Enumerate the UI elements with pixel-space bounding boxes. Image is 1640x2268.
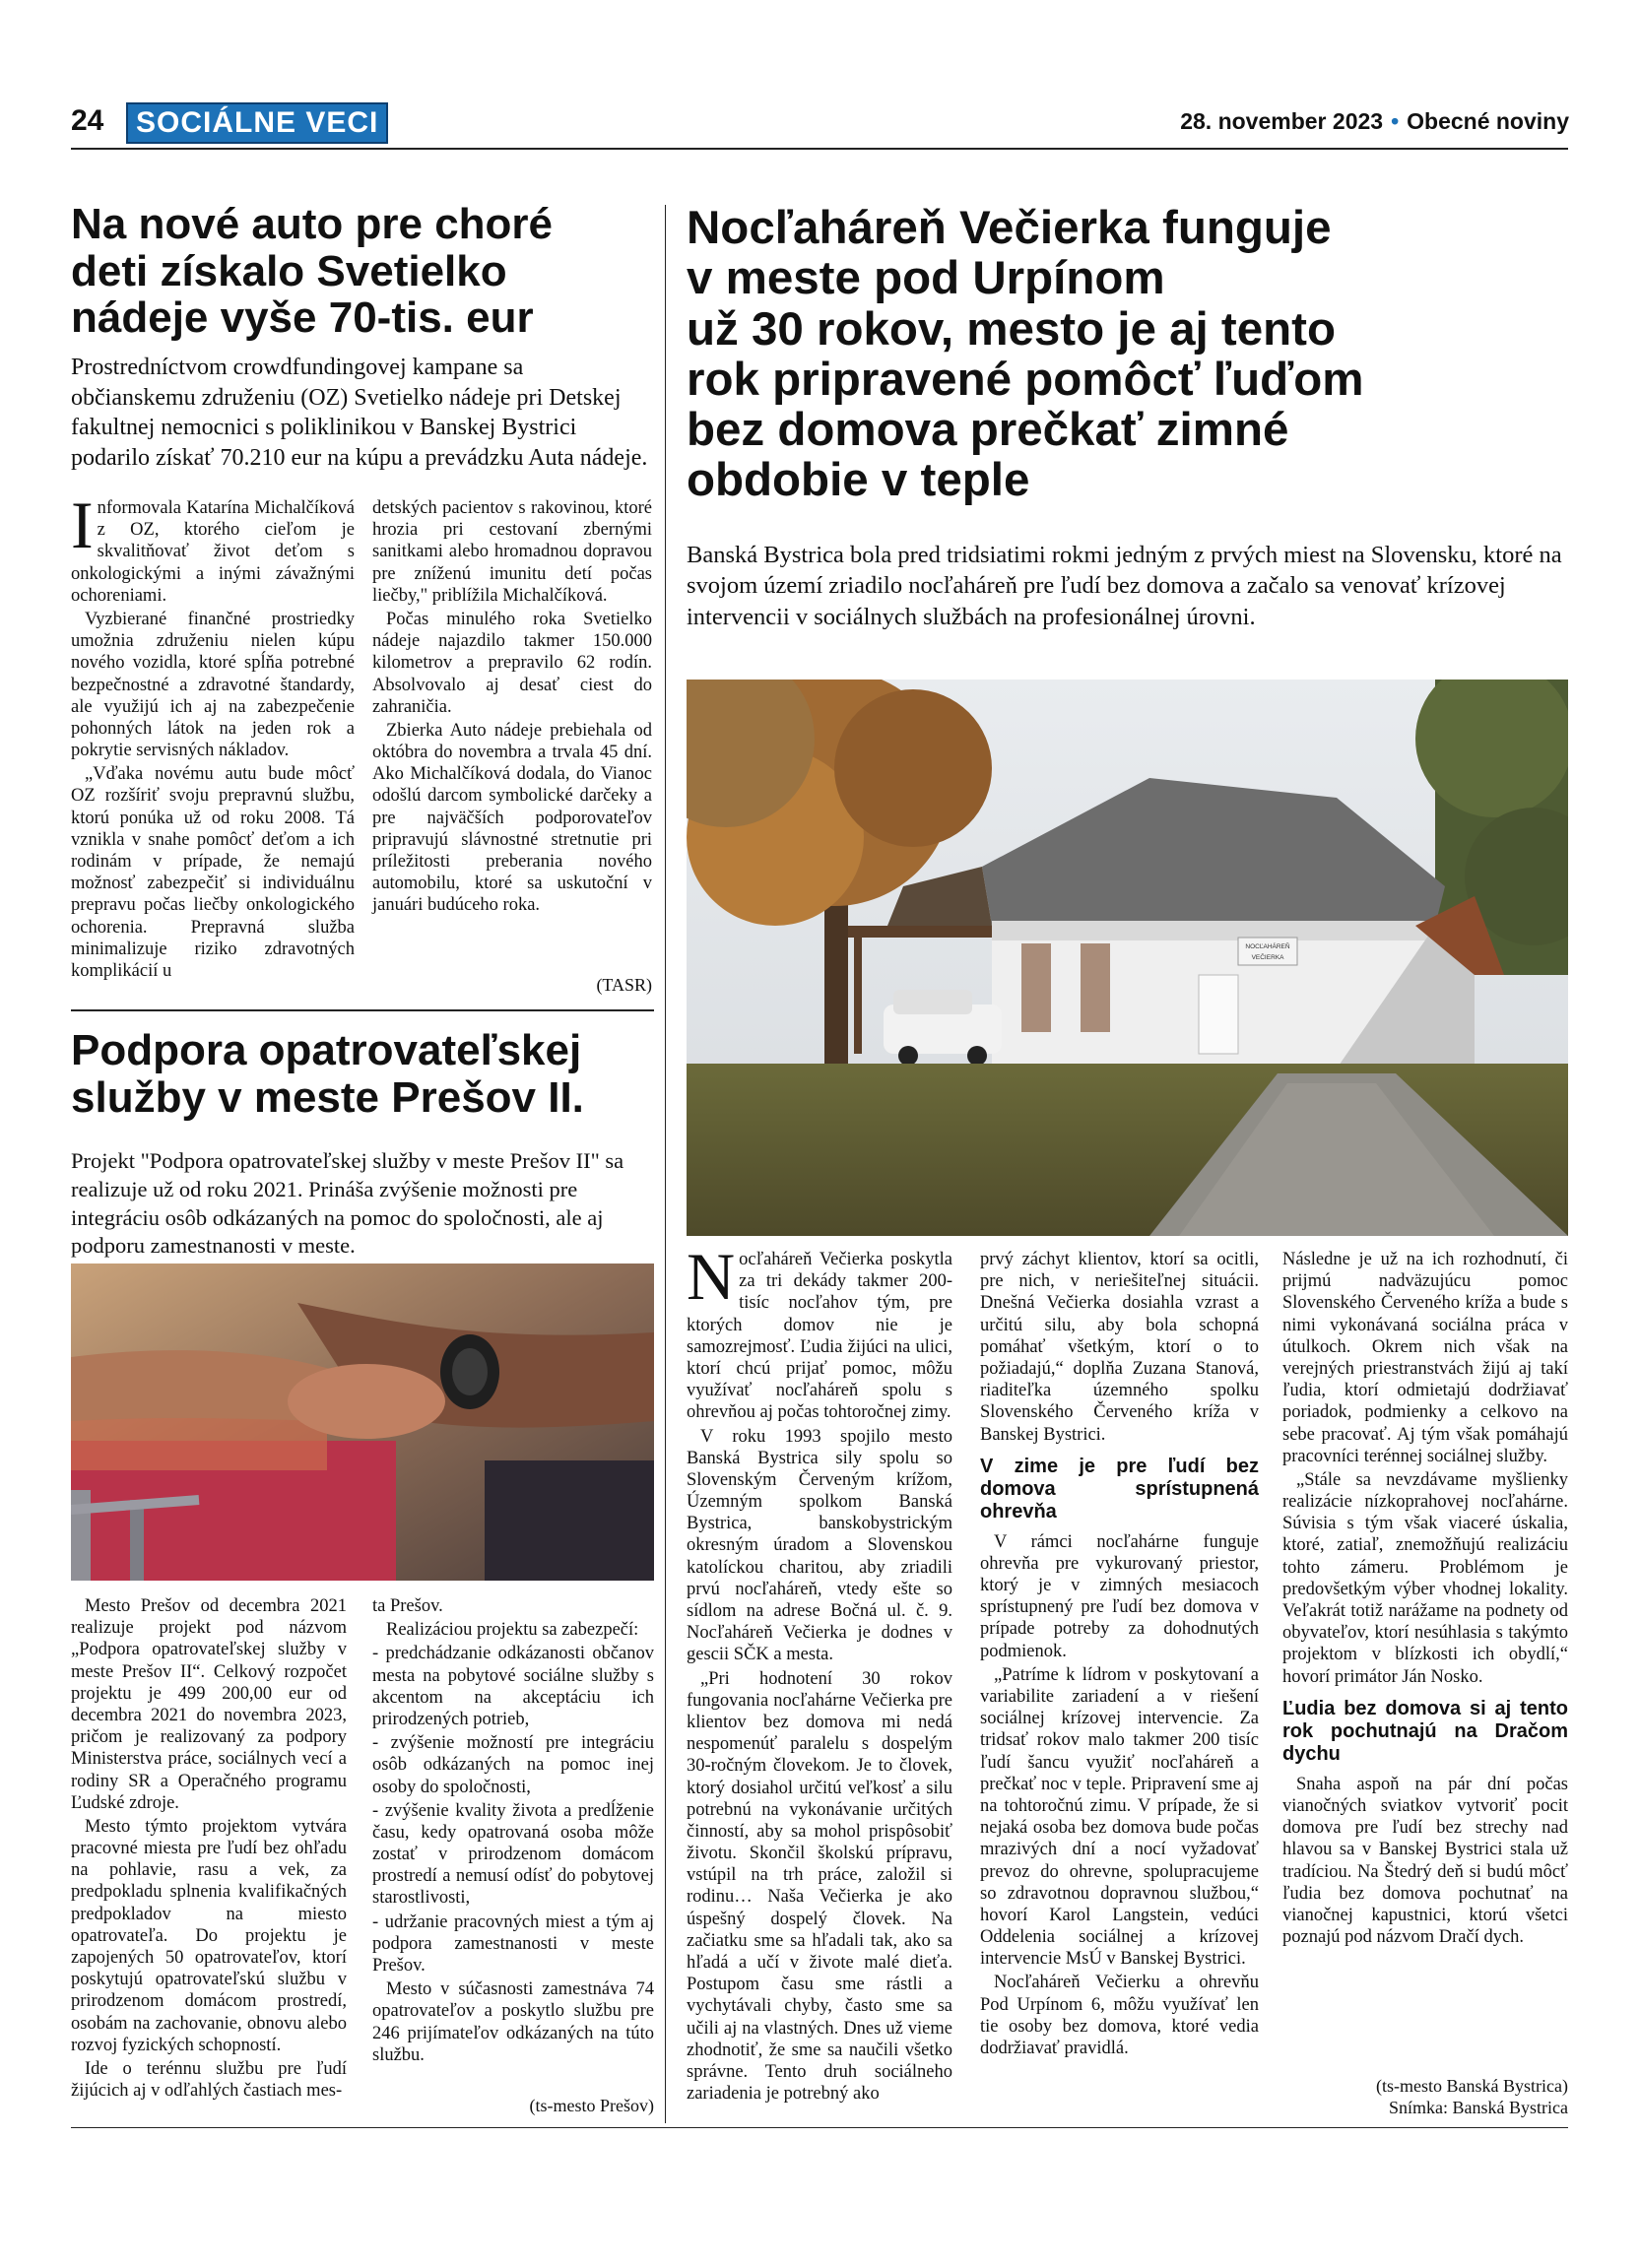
article1-lead: Prostredníctvom crowdfundingovej kampane sa občianskemu združeniu (OZ) Svetielko nádeje pri Detskej fakultnej nemocnici s poliklinikou v Banskej Bystrici podarilo získať 70.210 eur na kúpu a prevádzku Auta nádeje. bbox=[71, 355, 648, 472]
photo-credit: Snímka: Banská Bystrica bbox=[1389, 2098, 1568, 2117]
article1-col2: detských pacientov s rakovinou, ktoré hrozia pri cestovaní zbernými sanitkami alebo hromadnou dopravou pre zníženú imunitu detí počas liečby," priblížila Michalčíková. Počas minulého roka Svetielko nádeje najazdilo takmer 150.000 kilometrov a prepravilo 62 rodín. Absolvovalo aj desať ciest do zahraničia. Zbierka Auto nádeje prebiehala od októbra do novembra a trvala 45 dní. Ako Michalčíková dodala, do Vianoc odošlú darcom symbolické darčeky a pre najväčších podporovateľov pripravujú slávnostné stretnutie pri príležitosti preberania nového automobilu, ktoré sa uskutoční v januári budúceho roka. bbox=[372, 498, 652, 916]
article3-credit: (ts-mesto Banská Bystrica) bbox=[1376, 2076, 1568, 2096]
article3-col2: prvý záchyt klientov, ktorí sa ocitli, pre nich, v neriešiteľnej situácii. Dnešná Večierka dosiahla vzrast a určitú silu, aby bola schopná pomáhať všetkým, ktorí o to požiadajú,“ doplňa Zuzana Stanová, riaditeľka územného spolku Slovenského Červeného kríža v Banskej Bystrici. V zime je pre ľudí bez domova sprístupnená ohrevňa V rámci nocľahárne funguje ohrevňa pre vykurovaný priestor, ktorý je v zimných mesiacoch sprístupnený pre ľudí bez domova v prípade potreby za dohodnutých podmienok. „Patríme k lídrom v poskytovaní a variabilite zariadení a v riešení sociálnej krízovej intervencie. Za tridsať rokov malo takmer 200 tisíc ľudí šancu využiť nocľaháreň a prečkať noc v teple. Pripravení sme aj na tohtoročnú zimu. V prípade, že si nejaká osoba bez domova bude počas mrazivých dní a nocí vyžadovať prevoz do ohrevne, spolupracujeme so zdravotnou dopravnou službou,“ hovorí Karol Langstein, vedúci Oddelenia sociálnej a krízovej intervencie MsÚ v Banskej Bystrici. Nocľaháreň Večierku a ohrevňu Pod Urpínom 6, môžu využívať len tie osoby bez domova, ktoré vedia dodržiavať pravidlá. bbox=[980, 1250, 1259, 2058]
separator-dot: • bbox=[1391, 108, 1400, 134]
issue-date: 28. november 2023 bbox=[1180, 108, 1384, 134]
hands-photo bbox=[71, 1264, 654, 1581]
footer-rule bbox=[71, 2127, 1568, 2128]
article3-subhead-2: Ľudia bez domova si aj tento rok pochutnajú na Dračom dychu bbox=[1282, 1697, 1568, 1765]
page-number: 24 bbox=[71, 104, 104, 137]
article2-title: Podpora opatrovateľskej služby v meste Prešov II. bbox=[71, 1026, 584, 1122]
article1-credit: (TASR) bbox=[596, 975, 652, 995]
article1-col1: Informovala Katarína Michalčíková z OZ, ktorého cieľom je skvalitňovať život deťom s onkologickými a inými závažnými ochoreniami. Vyzbierané finančné prostriedky umožnia združeniu nielen kúpu nového vozidla, ktoré spĺňa potrebné bezpečnostné a zdravotné štandardy, ale využijú ich aj na zabezpečenie pohonných látok na jeden rok a pokrytie servisných nákladov. „Vďaka novému autu bude môcť OZ rozšíriť svoju prepravnú službu, ktorú ponúka už od roku 2008. Tá vznikla v snahe pomôcť deťom a ich rodinám v prípade, že nemajú možnosť zabezpečiť si individuálnu prepravu počas liečby onkologického ochorenia. Prepravná služba minimalizuje riziko zdravotných komplikácií u bbox=[71, 487, 355, 981]
article3-lead: Banská Bystrica bola pred tridsiatimi rokmi jedným z prvých miest na Slovensku, ktoré na svojom území zriadilo nocľaháreň pre ľudí bez domova a začalo sa venovať krízovej intervencii v sociálnych službách na profesionálnej úrovni. bbox=[687, 542, 1562, 630]
sign-line-2: VEČIERKA bbox=[1251, 954, 1284, 961]
publication-name: Obecné noviny bbox=[1407, 108, 1569, 134]
article2-col2: ta Prešov. Realizáciou projektu sa zabezpečí: - predchádzanie odkázanosti občanov mesta na pobytové sociálne služby s akcentom na akceptáciu ich prirodzených potrieb, - zvýšenie možností pre integráciu osôb odkázaných na pomoc inej osoby do spoločnosti, - zvýšenie kvality života a predĺženie času, kedy opatrovaná osoba môže zostať v prirodzenom domácom prostredí a nemusí odísť do pobytovej starostlivosti, - udržanie pracovných miest a tým aj podpora zamestnanosti v meste Prešov. Mesto v súčasnosti zamestnáva 74 opatrovateľov a poskytlo službu pre 246 prijímateľov odkázaných na túto službu. bbox=[372, 1596, 654, 2065]
section-label: SOCIÁLNE VECI bbox=[126, 102, 388, 144]
article3-col1: Nocľaháreň Večierka poskytla za tri dekády takmer 200-tisíc nocľahov tým, pre ktorých domov nie je samozrejmosť. Ľudia žijúci na ulici, ktorí chcú prijať pomoc, môžu využívať nocľaháreň spolu s ohrevňou aj počas tohtoročnej zimy. V roku 1993 spojilo mesto Banská Bystrica sily spolu so Slovenským Červeným krížom, Územným spolkom Banská Bystrica, banskobystrickým okresným úradom a Slovenskou katolíckou charitou, aby zriadili prvú nocľaháreň, vtedy ešte so sídlom na adrese Bočná ul. č. 9. Nocľaháreň Večierka je dodnes v gescii SČK a mesta. „Pri hodnotení 30 rokov fungovania nocľahárne Večierka pre klientov bez domova mi nedá nespomenúť paralelu s dospelým 30-ročným človekom. Je to človek, ktorý dosiahol určitú veľkosť a silu potrebnú na vykonávanie určitých činností, aby sa mohol prispôsobiť životu. Skončil školskú prípravu, vstúpil na trh práce, založil si rodinu… Naša Večierka je ako úspešný dospelý človek. Na začiatku sme sa hľadali tak, ako sa hľadá a učí v živote malé dieťa. Postupom času sme rástli a vychytávali chyby, často sme sa učili aj na vlastných. Dnes už vieme zhodnotiť, že sme sa naučili všetko správne. Tento druh sociálneho zariadenia je potrebný ako bbox=[687, 1239, 952, 2105]
article2-lead: Projekt "Podpora opatrovateľskej služby v meste Prešov II" sa realizuje už od roku 2021. Prináša zvýšenie možnosti pre integráciu osôb odkázaných na pomoc do spoločnosti, ale aj podporu zamestnanosti v meste. bbox=[71, 1148, 624, 1259]
article3-col3: Následne je už na ich rozhodnutí, či prijmú nadväzujúcu pomoc Slovenského Červeného kríža a bude s nimi vykonávaná sociálna práca v útulkoch. Okrem nich však na verejných priestranstvách žijú aj takí ľudia, ktorí odmietajú dodržiavať poriadok, podmienky a celkovo na sebe pracovať. Aj tým však pomáhajú pracovníci terénnej sociálnej služby. „Stále sa nevzdávame myšlienky realizácie nízkoprahovej nocľahárne. Súvisia s tým však viaceré úskalia, ktoré, zatiaľ, znemožňujú realizáciu tohto zámeru. Problémom je predovšetkým výber vhodnej lokality. Veľakrát totiž narážame na podnety od obyvateľov, ktorí nesúhlasia s takýmto projektom v blízkosti ich obydlí,“ hovorí primátor Ján Nosko. Ľudia bez domova si aj tento rok pochutnajú na Dračom dychu Snaha aspoň na pár dní počas vianočných sviatkov vytvoriť pocit domova pre ľudí bez strechy nad hlavou sa v Banskej Bystrici stala už tradíciou. Na Štedrý deň si budú môcť ľudia bez domova pochutnať na vianočnej kapustnici, ktorú všetci poznajú pod názvom Dračí dych. bbox=[1282, 1250, 1568, 1948]
header-rule bbox=[71, 148, 1568, 150]
article-separator bbox=[71, 1009, 654, 1011]
dropcap: I bbox=[71, 487, 94, 562]
article1-title: Na nové auto pre choré deti získalo Svetielko nádeje vyše 70-tis. eur bbox=[71, 200, 554, 343]
dropcap: N bbox=[687, 1239, 736, 1314]
article3-subhead-1: V zime je pre ľudí bez domova sprístupnená ohrevňa bbox=[980, 1455, 1259, 1523]
date-publication bbox=[1180, 108, 1569, 135]
sign-line-1: NOCĽAHÁREŇ bbox=[1245, 943, 1290, 950]
article2-credit: (ts-mesto Prešov) bbox=[529, 2096, 654, 2115]
shelter-photo bbox=[687, 680, 1568, 1236]
article2-col1: Mesto Prešov od decembra 2021 realizuje projekt pod názvom „Podpora opatrovateľskej služby v meste Prešov II“. Celkový rozpočet projektu je 499 200,00 eur od decembra 2021 do novembra 2023, pričom je realizovaný za podpory Ministerstva práce, sociálnych vecí a rodiny SR a Operačného programu Ľudské zdroje. Mesto týmto projektom vytvára pracovné miesta pre ľudí bez ohľadu na pohlavie, rasu a vek, za predpokladu splnenia kvalifikačných predpokladov na miesto opatrovateľa. Do projektu je zapojených 50 opatrovateľov, ktorí poskytujú opatrovateľskú službu v prirodzenom domácom prostredí, osobám na zachovanie, obnovu alebo rozvoj fyzických schopností. Ide o terénnu službu pre ľudí žijúcich aj v odľahlých častiach mes- bbox=[71, 1596, 347, 2102]
article3-title: Nocľaháreň Večierka funguje v meste pod Urpínom už 30 rokov, mesto je aj tento rok pripravené pomôcť ľuďom bez domova prečkať zimné obdobie v teple bbox=[687, 202, 1364, 507]
column-rule bbox=[665, 205, 666, 2123]
